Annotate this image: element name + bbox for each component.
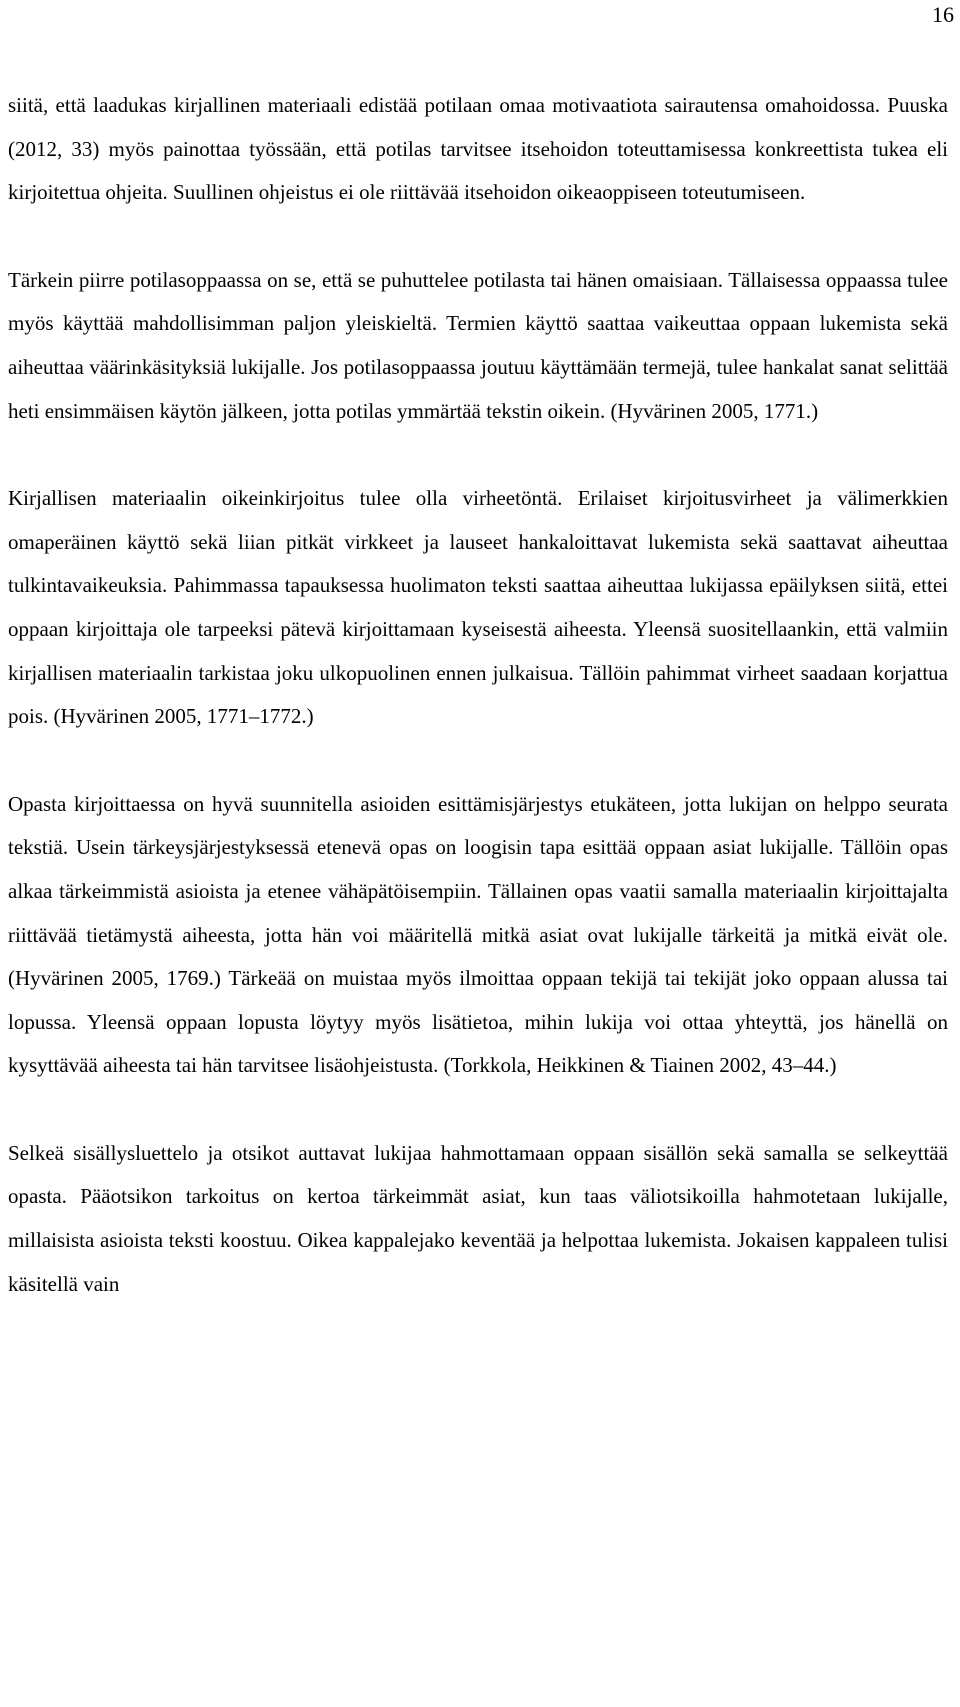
paragraph-4: Opasta kirjoittaessa on hyvä suunnitella asioiden esittämisjärjestys etukäteen, jotta lukijan on helppo seurata tekstiä. Usein tärkeysjärjestyksessä etenevä opas on loogisin tapa esittää oppaan asiat lukijalle. Tällöin opas alkaa tärkeimmistä asioista ja etenee vähäpätöisempiin. Tällainen opas vaatii samalla materiaalin kirjoittajalta riittävää tietämystä aiheesta, jotta hän voi määritellä mitkä asiat ovat lukijalle tärkeitä ja mitkä eivät ole. (Hyvärinen 2005, 1769.) Tärkeää on muistaa myös ilmoittaa oppaan tekijä tai tekijät joko oppaan alussa tai lopussa. Yleensä oppaan lopusta löytyy myös lisätietoa, mihin lukija voi ottaa yhteyttä, jos hänellä on kysyttävää aiheesta tai hän tarvitsee lisäohjeistusta. (Torkkola, Heikkinen & Tiainen 2002, 43–44.) [8, 791, 948, 1078]
paragraph-3: Kirjallisen materiaalin oikeinkirjoitus tulee olla virheetöntä. Erilaiset kirjoitusvirheet ja välimerkkien omaperäinen käyttö sekä liian pitkät virkkeet ja lauseet hankaloittavat lukemista sekä saattavat aiheuttaa tulkintavaikeuksia. Pahimmassa tapauksessa huolimaton teksti saattaa aiheuttaa lukijassa epäilyksen siitä, ettei oppaan kirjoittaja ole tarpeeksi pätevä kirjoittamaan kyseisestä aiheesta. Yleensä suositellaankin, että valmiin kirjallisen materiaalin tarkistaa joku ulkopuolinen ennen julkaisua. Tällöin pahimmat virheet saadaan korjattua pois. (Hyvärinen 2005, 1771–1772.) [8, 486, 948, 729]
paragraph-2: Tärkein piirre potilasoppaassa on se, että se puhuttelee potilasta tai hänen omaisiaan. Tällaisessa oppaassa tulee myös käyttää mahdollisimman paljon yleiskieltä. Termien käyttö saattaa vaikeuttaa oppaan lukemista sekä aiheuttaa väärinkäsityksiä lukijalle. Jos potilasoppaassa joutuu käyttämään termejä, tulee hankalat sanat selittää heti ensimmäisen käytön jälkeen, jotta potilas ymmärtää tekstin oikein. (Hyvärinen 2005, 1771.) [8, 267, 948, 423]
paragraph-5: Selkeä sisällysluettelo ja otsikot auttavat lukijaa hahmottamaan oppaan sisällön sekä samalla se selkeyttää opasta. Pääotsikon tarkoitus on kertoa tärkeimmät asiat, kun taas väliotsikoilla hahmotetaan lukijalle, millaisista asioista teksti koostuu. Oikea kappalejako keventää ja helpottaa lukemista. Jokaisen kappaleen tulisi käsitellä vain [8, 1140, 948, 1296]
paragraph-1: siitä, että laadukas kirjallinen materiaali edistää potilaan omaa motivaatiota sairautensa omahoidossa. Puuska (2012, 33) myös painottaa työssään, että potilas tarvitsee itsehoidon toteuttamisessa konkreettista tukea eli kirjoitettua ohjeita. Suullinen ohjeistus ei ole riittävää itsehoidon oikeaoppiseen toteutumiseen. [8, 93, 948, 205]
document-body [8, 84, 948, 1306]
page-number: 16 [932, 2, 954, 27]
